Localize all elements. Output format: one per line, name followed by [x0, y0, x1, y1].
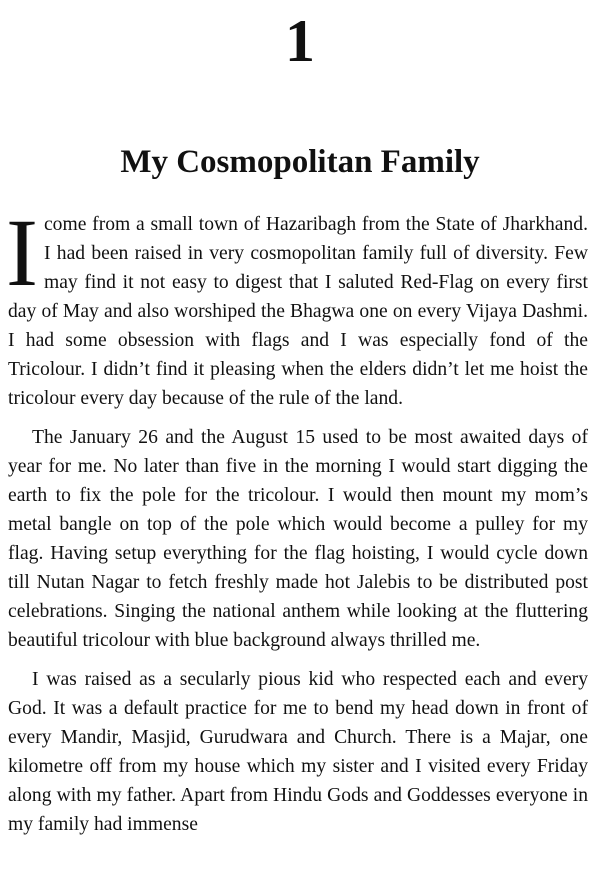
chapter-title: My Cosmopolitan Family	[120, 144, 480, 180]
paragraph-1	[6, 199, 588, 413]
chapter-body	[6, 199, 588, 839]
drop-cap: I	[6, 199, 38, 306]
chapter-number: 1	[285, 8, 315, 74]
paragraph-2: The January 26 and the August 15 used to be most awaited days of year for me. No later than five in the morning I would start digging the earth to fix the pole for the tricolour. I would then mount my mom’s metal bangle on top of the pole which would become a pulley for my flag. Having setup everything for the flag hoisting, I would cycle down till Nutan Nagar to fetch freshly made hot Jalebis to be distributed post celebrations. Singing the national anthem while looking at the fluttering beautiful tricolour with blue background always thrilled me.	[8, 427, 588, 651]
paragraph-1-text: come from a small town of Hazaribagh from the State of Jharkhand. I had been raised in very cosmopolitan family full of diversity. Few may find it not easy to digest that I saluted Red-Flag on every first day of May and also worshiped the Bhagwa one on every Vijaya Dashmi. I had some obsession with flags and I was especially fond of the Tricolour. I didn’t find it pleasing when the elders didn’t let me hoist the tricolour every day because of the rule of the land.	[8, 214, 588, 409]
paragraph-3: I was raised as a secularly pious kid who respected each and every God. It was a default practice for me to bend my head down in front of every Mandir, Masjid, Gurudwara and Church. There is a Majar, one kilometre off from my house which my sister and I visited every Friday along with my father. Apart from Hindu Gods and Goddesses everyone in my family had immense	[8, 669, 588, 835]
